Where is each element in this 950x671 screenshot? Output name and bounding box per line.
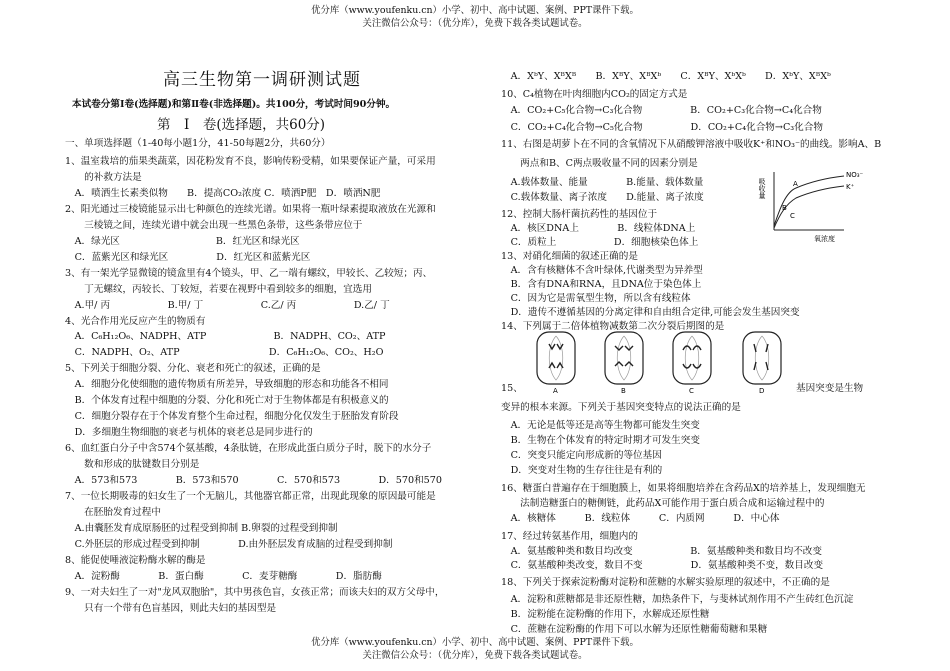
text-line: D．多细胞生物细胞的衰老与机体的衰老总是同步进行的 <box>65 427 313 439</box>
text-line: A．核糖体 B．线粒体 C．内质网 D．中心体 <box>501 513 780 524</box>
text-line: 7、一位长期吸毒的妇女生了一个无脑儿，其他器官都正常，出现此现象的原因最可能是 <box>65 490 436 502</box>
text-line: C．NADPH、O₂、ATP D．C₆H₁₂O₆、CO₂、H₂O <box>65 347 384 359</box>
text-line: D．突变对生物的生存往往是有利的 <box>501 465 663 476</box>
text-line: 10、C₄植物在叶肉细胞内CO₂的固定方式是 <box>501 89 688 100</box>
footer-line-1: 优分库（www.youfenku.cn）小学、初中、高中试题、案例、PPT课件下载。 <box>311 637 639 648</box>
text-line: A．无论是低等还是高等生物都可能发生突变 <box>501 420 700 431</box>
text-line: 8、能促使唾液淀粉酶水解的酶是 <box>65 554 206 566</box>
cell-figure-c-label: C <box>689 387 694 395</box>
text-line: 11、右图是胡萝卜在不同的含氧情况下从硝酸钾溶液中吸收K⁺和NO₃⁻的曲线。影响A、B <box>501 139 882 150</box>
text-line: 三棱镜之间，连续光谱中就会出现一些黑色条带，这些条带应位于 <box>65 219 363 231</box>
text-line: A．淀粉和蔗糖都是非还原性糖，加热条件下，与斐林试剂作用不产生砖红色沉淀 <box>501 594 854 605</box>
text-line: A．核区DNA上 B．线粒体DNA上 <box>501 223 696 234</box>
text-line: A．C₆H₁₂O₆、NADPH、ATP B．NADPH、CO₂、ATP <box>65 331 386 343</box>
cell-figure-b-label: B <box>621 387 626 395</box>
graph-point-b: B <box>782 204 787 212</box>
text-line: B．淀粉能在淀粉酶的作用下，水解成还原性糖 <box>501 609 710 620</box>
text-line: 两点和B、C两点吸收量不同的因素分别是 <box>501 158 698 169</box>
graph-curve-no3 <box>774 176 844 226</box>
text-line: C．突变只能定向形成新的等位基因 <box>501 450 662 461</box>
text-line: 只有一个带有色盲基因，则此夫妇的基因型是 <box>65 602 277 614</box>
cell-figure-a <box>537 332 575 395</box>
section-title: 第 Ⅰ 卷(选择题，共60分) <box>157 117 326 133</box>
header-line-2: 关注微信公众号：（优分库），免费下载各类试题试卷。 <box>362 18 588 29</box>
graph-label-no3: NO₃⁻ <box>846 171 864 179</box>
text-line: 9、一对夫妇生了一对"龙风双胞胎"，其中男孩色盲，女孩正常；而该夫妇的双方父母中， <box>65 586 445 598</box>
text-line: 16、糖蛋白普遍存在于细胞膜上，如果将细胞培养在含药品X的培养基上，发现细胞无 <box>501 483 866 494</box>
text-line: C.载体数量、离子浓度 D.能量、离子浓度 <box>501 192 704 203</box>
text-line: A．绿光区 B．红光区和绿光区 <box>65 235 300 247</box>
text-line: A．氨基酸种类和数目均改变 B．氨基酸种类和数目均不改变 <box>501 546 822 557</box>
footer-line-2: 关注微信公众号：（优分库），免费下载各类试题试卷。 <box>362 650 588 661</box>
text-line: 3、有一架光学显微镜的镜盒里有4个镜头，甲、乙一端有螺纹，甲较长、乙较短；丙、 <box>65 267 433 279</box>
text-line: 基因突变是生物 <box>796 383 864 394</box>
graph-point-c: C <box>790 212 795 220</box>
text-line: 12、控制大肠杆菌抗药性的基因位于 <box>501 209 658 220</box>
header-line-1: 优分库（www.youfenku.cn）小学、初中、高中试题、案例、PPT课件下载。 <box>311 5 639 16</box>
text-line: 15、 <box>501 383 523 394</box>
text-line: A．573和573 B．573和570 C．570和573 D．570和570 <box>65 475 442 486</box>
cell-figure-d <box>743 332 781 395</box>
graph-point-a: A <box>793 180 798 188</box>
text-line: A．细胞分化使细胞的遗传物质有所差异，导致细胞的形态和功能各不相同 <box>65 379 389 391</box>
text-line: C．氨基酸种类改变，数目不变 D．氨基酸种类不变，数目改变 <box>501 560 824 571</box>
text-line: A．CO₂+C₅化合物→C₃化合物 B．CO₂+C₃化合物→C₄化合物 <box>501 105 822 116</box>
text-line: 1、温室栽培的茄果类蔬菜，因花粉发育不良，影响传粉受精，如果要保证产量，可采用 <box>65 156 436 167</box>
subtitle: 本试卷分第Ⅰ卷(选择题)和第Ⅱ卷(非选择题)。共100分，考试时间90分钟。 <box>72 99 396 110</box>
text-line: A.由囊胚发育成原肠胚的过程受到抑制 B.卵裂的过程受到抑制 <box>65 522 338 534</box>
text-line: 4、光合作用光反应产生的物质有 <box>65 315 206 327</box>
text-line: B．个体发育过程中细胞的分裂、分化和死亡对于生物体都是有积极意义的 <box>65 395 389 407</box>
text-line: A．淀粉酶 B．蛋白酶 C．麦芽糖酶 D．脂肪酶 <box>65 570 382 582</box>
cell-figure-a-label: A <box>553 387 558 395</box>
text-line: A.载体数量、能量 B.能量、载体数量 <box>501 177 704 188</box>
part-one-heading: 一、单项选择题（1-40每小题1分，41-50每题2分，共60分） <box>65 138 331 149</box>
text-line: C．CO₂+C₄化合物→C₅化合物 D．CO₂+C₄化合物→C₃化合物 <box>501 122 823 133</box>
text-line: A.甲/ 丙 B.甲/ 丁 C.乙/ 丙 D.乙/ 丁 <box>65 299 390 311</box>
text-line: 13、对硝化细菌的叙述正确的是 <box>501 251 638 262</box>
text-line: D．遗传不遵循基因的分离定律和自由组合定律,可能会发生基因突变 <box>501 307 800 318</box>
text-line: 的补救方法是 <box>65 171 142 183</box>
text-line: 17、经过转氨基作用，细胞内的 <box>501 531 638 542</box>
text-line: B．含有DNA和RNA，且DNA位于染色体上 <box>501 279 702 290</box>
text-line: 法制造糖蛋白的糖侧链，此药品X可能作用于蛋白质合成和运输过程中的 <box>501 498 825 509</box>
text-line: A．XᵇY、XᴮXᴮ B．XᴮY、XᴮXᵇ C．XᴮY、XᵇXᵇ D．XᵇY、XᴮXᵇ <box>501 71 831 82</box>
graph-label-k: K⁺ <box>846 183 855 191</box>
cell-figure-d-label: D <box>759 387 765 395</box>
text-line: 变异的根本来源。下列关于基因突变特点的说法正确的是 <box>501 402 741 413</box>
graph-y-label: 吸收量 <box>758 178 766 199</box>
text-line: C．蔗糖在淀粉酶的作用下可以水解为还原性糖葡萄糖和果糖 <box>501 624 768 635</box>
q11-uptake-graph <box>760 168 870 244</box>
text-line: C．因为它是需氧型生物，所以含有线粒体 <box>501 293 691 304</box>
text-line: 丁无螺纹，丙较长、丁较短，若要在视野中看到较多的细胞，宜选用 <box>65 283 372 295</box>
text-line: B．生物在个体发育的特定时期才可发生突变 <box>501 435 700 446</box>
text-line: C．细胞分裂存在于个体发育整个生命过程，细胞分化仅发生于胚胎发育阶段 <box>65 411 399 423</box>
text-line: 14、下列属于二倍体植物减数第二次分裂后期图的是 <box>501 321 725 332</box>
cell-figure-c <box>673 332 711 395</box>
text-line: 数和形成的肽键数目分别是 <box>65 459 200 471</box>
q14-cell-division-figures <box>523 330 803 396</box>
text-line: 6、血红蛋白分子中含574个氨基酸，4条肽链，在形成此蛋白质分子时，脱下的水分子 <box>65 443 432 455</box>
text-line: 2、阳光通过三棱镜能显示出七种颜色的连续光谱。如果将一瓶叶绿素提取液放在光源和 <box>65 203 436 215</box>
text-line: 18、下列关于探索淀粉酶对淀粉和蔗糖的水解实验原理的叙述中，不正确的是 <box>501 577 830 588</box>
graph-x-label: 氧浓度 <box>814 235 835 243</box>
text-line: C．质粒上 D．细胞核染色体上 <box>501 237 699 248</box>
text-line: A．喷洒生长素类似物 B．提高CO₂浓度 C．喷洒P肥 D．喷洒N肥 <box>65 187 381 199</box>
text-line: 在胚胎发育过程中 <box>65 506 161 518</box>
text-line: C.外胚层的形成过程受到抑制 D.由外胚层发育成脑的过程受到抑制 <box>65 538 393 550</box>
text-line: 5、下列关于细胞分裂、分化、衰老和死亡的叙述，正确的是 <box>65 363 321 375</box>
cell-figure-b <box>605 332 643 395</box>
text-line: A．含有核糖体不含叶绿体,代谢类型为异养型 <box>501 265 703 276</box>
page-title: 高三生物第一调研测试题 <box>163 70 361 90</box>
text-line: C．蓝紫光区和绿光区 D．红光区和蓝紫光区 <box>65 251 311 263</box>
